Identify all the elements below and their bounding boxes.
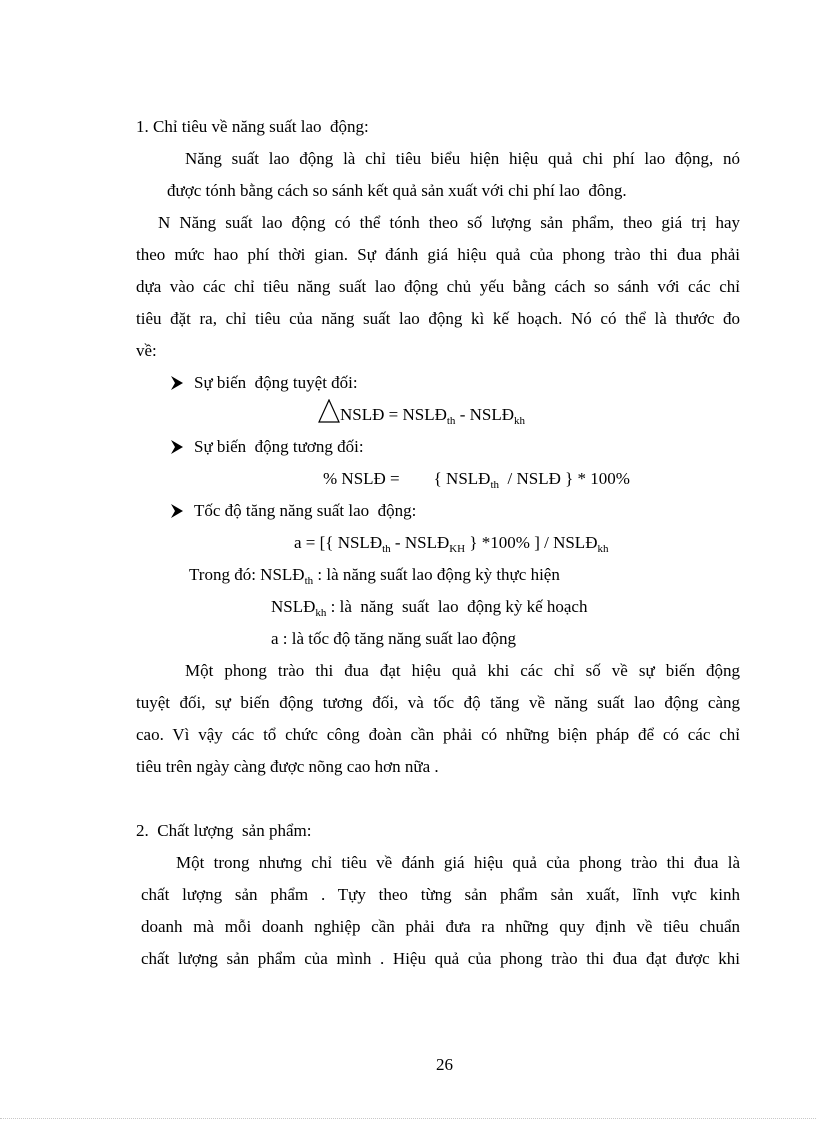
paragraph-2-line-2: theo mức hao phí thời gian. Sự đánh giá hiệu quả của phong trào thi đua phải <box>136 245 740 264</box>
section-heading-1: 1. Chỉ tiêu về năng suất lao động: <box>136 117 369 136</box>
paragraph-4-line-2: chất lượng sản phẩm . Tựy theo từng sản phẩm sản xuất, lĩnh vực kinh <box>141 885 740 904</box>
arrow-bullet-icon <box>170 503 184 519</box>
arrow-bullet-icon <box>170 439 184 455</box>
paragraph-2-line-5: về: <box>136 341 157 360</box>
formula-relative: % NSLĐ = { $NSLĐ_{th}$ / NSLĐ } * 100% <box>323 469 630 491</box>
bullet-growth-rate: Tốc độ tăng năng suất lao động: <box>194 501 417 520</box>
paragraph-4-line-3: doanh mà mỗi doanh nghiệp cần phải đưa ra những quy định về tiêu chuẩn <box>141 917 740 936</box>
formula-growth-rate: a = [{ $NSLĐ_{th}$ - $NSLĐ_{KH}$ } *100% ] / $NSLĐ_{kh}$ <box>294 533 609 555</box>
paragraph-3-line-2: tuyệt đối, sự biến động tương đối, và tốc độ tăng về năng suất lao động càng <box>136 693 740 712</box>
page-number: 26 <box>436 1055 453 1074</box>
paragraph-1-line-1: Năng suất lao động là chỉ tiêu biểu hiện hiệu quả chi phí lao động, nó <box>185 149 740 168</box>
section-heading-2: 2. Chất lượng sản phẩm: <box>136 821 312 840</box>
paragraph-2-line-1: N Năng suất lao động có thể tónh theo số lượng sản phẩm, theo giá trị hay <box>158 213 740 232</box>
paragraph-3-line-3: cao. Vì vậy các tổ chức công đoàn cần phải có những biện pháp để có các chỉ <box>136 725 740 744</box>
bullet-absolute-change: Sự biến động tuyệt đối: <box>194 373 358 392</box>
paragraph-3-line-4: tiêu trên ngày càng được nõng cao hơn nữa . <box>136 757 439 776</box>
definition-nsld-kh: $NSLĐ_{kh}$ : là năng suất lao động kỳ kế hoạch <box>271 597 588 619</box>
definition-a: a : là tốc độ tăng năng suất lao động <box>271 629 517 648</box>
paragraph-2-line-3: dựa vào các chỉ tiêu năng suất lao động chủ yếu bằng cách so sánh với các chỉ <box>136 277 740 296</box>
paragraph-1-line-2: được tónh bằng cách so sánh kết quả sản xuất với chi phí lao đông. <box>167 181 627 200</box>
paragraph-2-line-4: tiêu đặt ra, chỉ tiêu của năng suất lao động kì kế hoạch. Nó có thể là thước đo <box>136 309 740 328</box>
formula-absolute: NSLĐ = $NSLĐ_{th}$ - $NSLĐ_{kh}$ <box>340 405 525 427</box>
paragraph-4-line-4: chất lượng sản phẩm của mình . Hiệu quả của phong trào thi đua đạt được khi <box>141 949 740 968</box>
paragraph-4-line-1: Một trong nhưng chỉ tiêu về đánh giá hiệu quả của phong trào thi đua là <box>176 853 740 872</box>
paragraph-3-line-1: Một phong trào thi đua đạt hiệu quả khi các chỉ số về sự biến động <box>185 661 740 680</box>
definition-nsld-th: Trong đó: $NSLĐ_{th}$ : là năng suất lao động kỳ thực hiện <box>189 565 560 587</box>
delta-triangle-icon <box>318 399 340 423</box>
arrow-bullet-icon <box>170 375 184 391</box>
bullet-relative-change: Sự biến động tương đối: <box>194 437 364 456</box>
page-bottom-divider <box>0 1118 816 1119</box>
